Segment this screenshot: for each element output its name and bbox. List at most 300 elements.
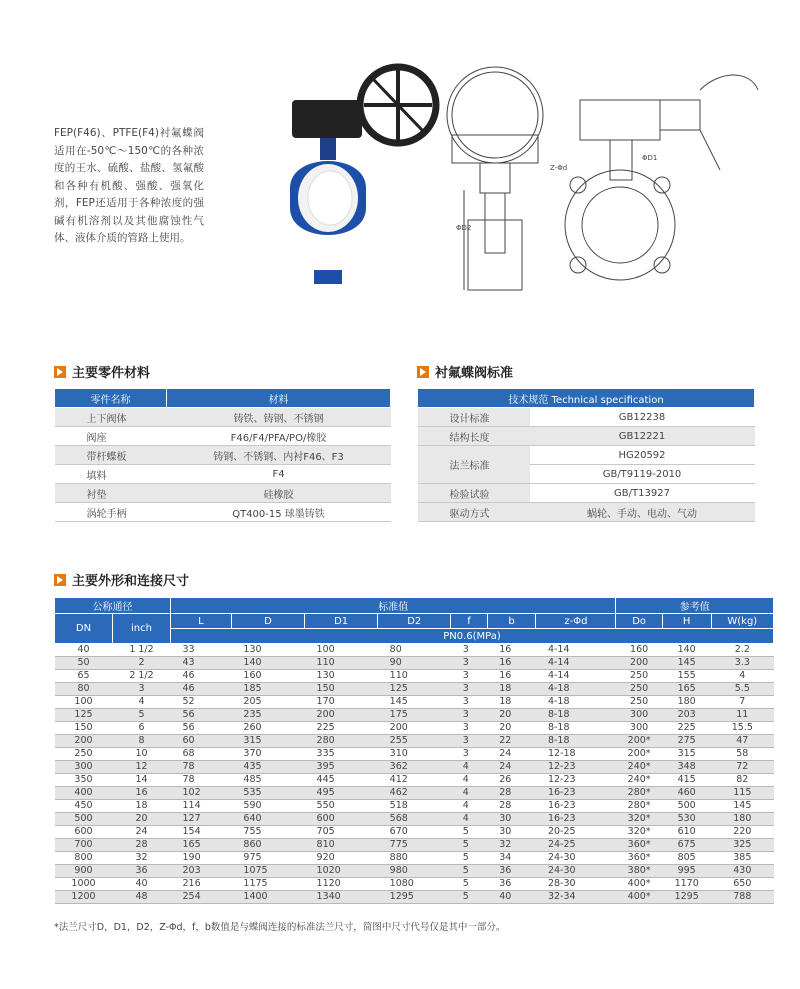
dim-cell: 975 [231, 852, 304, 865]
dim-cell: 40 [55, 644, 113, 657]
dim-cell: 805 [662, 852, 711, 865]
dim-cell: 530 [662, 813, 711, 826]
dim-cell: 240* [616, 774, 662, 787]
part-material: 铸铁、铸钢、不锈钢 [167, 408, 391, 427]
header-col: W(kg) [711, 614, 773, 629]
dim-cell: 1000 [55, 878, 113, 891]
dim-cell: 1080 [378, 878, 451, 891]
label-d1: ΦD1 [642, 154, 658, 162]
dim-cell: 900 [55, 865, 113, 878]
header-col: b [487, 614, 536, 629]
dim-cell: 114 [171, 800, 232, 813]
dim-cell: 2.2 [711, 644, 773, 657]
dim-cell: 1200 [55, 891, 113, 904]
table-row [55, 839, 774, 852]
dim-cell: 4-18 [536, 683, 616, 696]
dim-cell: 30 [487, 813, 536, 826]
dim-cell: 220 [711, 826, 773, 839]
dim-cell: 1400 [231, 891, 304, 904]
dim-cell: 200 [305, 709, 378, 722]
dim-cell: 445 [305, 774, 378, 787]
dim-cell: 755 [231, 826, 304, 839]
dim-cell: 190 [171, 852, 232, 865]
front-view-drawing [550, 75, 758, 280]
header-pressure: PN0.6(MPa) [171, 629, 774, 644]
dim-cell: 24 [487, 748, 536, 761]
header-material: 材料 [167, 389, 391, 408]
dim-cell: 22 [487, 735, 536, 748]
dim-cell: 15.5 [711, 722, 773, 735]
dim-cell: 46 [171, 670, 232, 683]
dim-cell: 1295 [378, 891, 451, 904]
dim-cell: 775 [378, 839, 451, 852]
dim-cell: 255 [378, 735, 451, 748]
header-col: L [171, 614, 232, 629]
dim-cell: 8-18 [536, 709, 616, 722]
dim-cell: 400 [55, 787, 113, 800]
dim-cell: 3.3 [711, 657, 773, 670]
dim-cell: 14 [113, 774, 171, 787]
dim-cell: 28-30 [536, 878, 616, 891]
dim-cell: 2 1/2 [113, 670, 171, 683]
table-row [55, 644, 774, 657]
dim-cell: 100 [305, 644, 378, 657]
dim-cell: 1175 [231, 878, 304, 891]
dim-cell: 675 [662, 839, 711, 852]
parts-table [54, 388, 391, 522]
dim-cell: 18 [487, 696, 536, 709]
parts-section-title: 主要零件材料 [54, 362, 150, 381]
table-row [55, 408, 391, 427]
table-row [55, 891, 774, 904]
dim-cell: 36 [487, 878, 536, 891]
dim-cell: 52 [171, 696, 232, 709]
dim-cell: 1340 [305, 891, 378, 904]
dim-cell: 130 [231, 644, 304, 657]
dim-cell: 110 [378, 670, 451, 683]
dim-cell: 16 [487, 657, 536, 670]
table-row [55, 670, 774, 683]
dim-cell: 203 [171, 865, 232, 878]
dim-cell: 860 [231, 839, 304, 852]
dim-cell: 20 [487, 709, 536, 722]
dim-cell: 46 [171, 683, 232, 696]
dim-cell: 700 [55, 839, 113, 852]
header-col: D2 [378, 614, 451, 629]
header-dn: DN [55, 614, 113, 644]
dim-cell: 260 [231, 722, 304, 735]
std-value: HG20592 [530, 446, 755, 465]
dim-cell: 58 [711, 748, 773, 761]
dim-cell: 47 [711, 735, 773, 748]
dim-cell: 32-34 [536, 891, 616, 904]
table-row [55, 722, 774, 735]
dim-cell: 1120 [305, 878, 378, 891]
dim-cell: 650 [711, 878, 773, 891]
dim-cell: 610 [662, 826, 711, 839]
dim-cell: 3 [451, 644, 487, 657]
dim-cell: 145 [378, 696, 451, 709]
part-name: 带杆蝶板 [55, 446, 167, 465]
table-row [55, 774, 774, 787]
dimensions-table [54, 597, 774, 904]
dim-cell: 350 [55, 774, 113, 787]
dim-cell: 200* [616, 748, 662, 761]
dim-cell: 180 [662, 696, 711, 709]
std-label: 检验试验 [418, 484, 530, 503]
dim-cell: 348 [662, 761, 711, 774]
dim-cell: 370 [231, 748, 304, 761]
dim-cell: 90 [378, 657, 451, 670]
part-material: 硅橡胶 [167, 484, 391, 503]
dim-cell: 640 [231, 813, 304, 826]
dim-cell: 5.5 [711, 683, 773, 696]
table-row [55, 446, 391, 465]
dim-cell: 200 [55, 735, 113, 748]
header-part-name: 零件名称 [55, 389, 167, 408]
header-col: f [451, 614, 487, 629]
std-label: 结构长度 [418, 427, 530, 446]
dim-cell: 920 [305, 852, 378, 865]
dim-cell: 4 [451, 787, 487, 800]
dim-cell: 450 [55, 800, 113, 813]
dim-cell: 82 [711, 774, 773, 787]
dim-cell: 130 [305, 670, 378, 683]
table-row [55, 787, 774, 800]
dim-cell: 4 [451, 800, 487, 813]
dim-cell: 3 [451, 670, 487, 683]
part-name: 上下阀体 [55, 408, 167, 427]
table-row [55, 657, 774, 670]
dim-cell: 12-18 [536, 748, 616, 761]
dim-cell: 145 [711, 800, 773, 813]
dim-cell: 5 [113, 709, 171, 722]
dim-cell: 535 [231, 787, 304, 800]
table-row [55, 826, 774, 839]
table-row [55, 735, 774, 748]
dim-cell: 275 [662, 735, 711, 748]
dim-cell: 3 [451, 748, 487, 761]
part-material: 铸钢、不锈钢、内衬F46、F3 [167, 446, 391, 465]
dim-cell: 412 [378, 774, 451, 787]
table-row [55, 709, 774, 722]
dim-cell: 235 [231, 709, 304, 722]
side-view-drawing [447, 67, 543, 290]
dim-cell: 1 1/2 [113, 644, 171, 657]
dim-cell: 395 [305, 761, 378, 774]
dim-cell: 16-23 [536, 800, 616, 813]
table-row [55, 427, 391, 446]
dim-cell: 72 [711, 761, 773, 774]
dim-cell: 250 [616, 670, 662, 683]
dim-cell: 3 [451, 696, 487, 709]
dim-cell: 78 [171, 774, 232, 787]
dim-cell: 40 [487, 891, 536, 904]
dim-cell: 280* [616, 800, 662, 813]
dim-cell: 165 [171, 839, 232, 852]
dim-cell: 8-18 [536, 735, 616, 748]
part-name: 填料 [55, 465, 167, 484]
dim-cell: 310 [378, 748, 451, 761]
dim-cell: 1170 [662, 878, 711, 891]
std-value: GB/T9119-2010 [530, 465, 755, 484]
dim-cell: 300 [55, 761, 113, 774]
table-row [55, 484, 391, 503]
dim-cell: 20-25 [536, 826, 616, 839]
dim-cell: 590 [231, 800, 304, 813]
dim-cell: 8-18 [536, 722, 616, 735]
part-material: QT400-15 球墨铸铁 [167, 503, 391, 522]
dim-cell: 203 [662, 709, 711, 722]
dim-cell: 36 [113, 865, 171, 878]
table-row [55, 465, 391, 484]
dim-cell: 200 [616, 657, 662, 670]
dim-cell: 16 [487, 644, 536, 657]
dim-cell: 1075 [231, 865, 304, 878]
dim-cell: 4 [451, 774, 487, 787]
dim-cell: 435 [231, 761, 304, 774]
dim-cell: 24 [487, 761, 536, 774]
dim-cell: 154 [171, 826, 232, 839]
dim-cell: 4 [711, 670, 773, 683]
dim-cell: 100 [55, 696, 113, 709]
dim-cell: 18 [487, 683, 536, 696]
dim-cell: 5 [451, 878, 487, 891]
dim-cell: 5 [451, 839, 487, 852]
dim-cell: 362 [378, 761, 451, 774]
dim-cell: 127 [171, 813, 232, 826]
dim-cell: 3 [451, 722, 487, 735]
dim-cell: 28 [487, 800, 536, 813]
dim-cell: 280 [305, 735, 378, 748]
std-value: GB/T13927 [530, 484, 755, 503]
dim-cell: 300 [616, 709, 662, 722]
dim-cell: 145 [662, 657, 711, 670]
dim-cell: 225 [305, 722, 378, 735]
dim-cell: 200 [378, 722, 451, 735]
intro-text: FEP(F46)、PTFE(F4)衬氟蝶阀适用在-50℃～150℃的各种浓度的王水、硫酸、盐酸、氢氟酸和各种有机酸、强酸、强氧化剂，FEP还适用于各种浓度的强碱有机溶剂以及其他腐蚀性气体、液体介质的管路上使用。 [54, 127, 204, 244]
header-col: D [231, 614, 304, 629]
dim-cell: 102 [171, 787, 232, 800]
std-label: 设计标准 [418, 408, 530, 427]
dim-cell: 6 [113, 722, 171, 735]
dim-cell: 880 [378, 852, 451, 865]
header-col: H [662, 614, 711, 629]
dim-cell: 40 [113, 878, 171, 891]
table-row [55, 683, 774, 696]
dim-cell: 3 [451, 735, 487, 748]
dim-cell: 800 [55, 852, 113, 865]
dim-cell: 65 [55, 670, 113, 683]
dim-cell: 385 [711, 852, 773, 865]
dim-cell: 48 [113, 891, 171, 904]
dim-cell: 16-23 [536, 813, 616, 826]
dim-cell: 240* [616, 761, 662, 774]
dim-cell: 125 [55, 709, 113, 722]
dim-cell: 518 [378, 800, 451, 813]
dim-cell: 33 [171, 644, 232, 657]
std-value: GB12221 [530, 427, 755, 446]
dim-cell: 216 [171, 878, 232, 891]
dim-cell: 16 [113, 787, 171, 800]
dim-cell: 1020 [305, 865, 378, 878]
dim-cell: 12-23 [536, 761, 616, 774]
header-col: Do [616, 614, 662, 629]
dim-cell: 810 [305, 839, 378, 852]
part-name: 阀座 [55, 427, 167, 446]
dim-cell: 20 [113, 813, 171, 826]
product-figures [280, 60, 770, 300]
dim-cell: 315 [231, 735, 304, 748]
dim-cell: 4 [451, 813, 487, 826]
dim-cell: 788 [711, 891, 773, 904]
dim-cell: 4-14 [536, 670, 616, 683]
table-row [55, 865, 774, 878]
dim-cell: 600 [55, 826, 113, 839]
header-reference: 参考值 [616, 598, 774, 614]
dim-cell: 5 [451, 865, 487, 878]
label-zd: Z-Φd [550, 164, 568, 172]
dim-cell: 4 [451, 761, 487, 774]
dim-cell: 360* [616, 852, 662, 865]
dim-cell: 185 [231, 683, 304, 696]
dim-cell: 568 [378, 813, 451, 826]
dim-cell: 32 [113, 852, 171, 865]
standard-table [417, 388, 755, 522]
dim-cell: 430 [711, 865, 773, 878]
part-name: 衬垫 [55, 484, 167, 503]
dim-cell: 250 [616, 683, 662, 696]
dim-cell: 78 [171, 761, 232, 774]
dim-cell: 495 [305, 787, 378, 800]
dim-cell: 550 [305, 800, 378, 813]
arrow-icon [54, 574, 66, 586]
header-col: D1 [305, 614, 378, 629]
dim-cell: 325 [711, 839, 773, 852]
dim-cell: 28 [113, 839, 171, 852]
dim-cell: 56 [171, 709, 232, 722]
dim-cell: 24 [113, 826, 171, 839]
std-value: GB12238 [530, 408, 755, 427]
dim-cell: 8 [113, 735, 171, 748]
arrow-icon [417, 366, 429, 378]
dim-cell: 80 [55, 683, 113, 696]
dim-cell: 400* [616, 891, 662, 904]
dim-cell: 12 [113, 761, 171, 774]
dim-cell: 24-25 [536, 839, 616, 852]
dim-cell: 11 [711, 709, 773, 722]
dim-cell: 165 [662, 683, 711, 696]
dim-cell: 12-23 [536, 774, 616, 787]
dim-cell: 1295 [662, 891, 711, 904]
footnote: *法兰尺寸D，D1，D2，Z-Φd，f，b数值是与蝶阀连接的标准法兰尺寸，简图中尺寸代号仅是其中一部分。 [54, 922, 506, 933]
std-label: 驱动方式 [418, 503, 530, 522]
dim-cell: 28 [487, 787, 536, 800]
dim-cell: 125 [378, 683, 451, 696]
dim-cell: 160 [231, 670, 304, 683]
dims-section-title: 主要外形和连接尺寸 [54, 570, 189, 589]
table-row [55, 748, 774, 761]
dim-cell: 7 [711, 696, 773, 709]
standard-section-title: 衬氟蝶阀标准 [417, 362, 513, 381]
dim-cell: 5 [451, 891, 487, 904]
dim-cell: 26 [487, 774, 536, 787]
dim-cell: 3 [451, 657, 487, 670]
dim-cell: 60 [171, 735, 232, 748]
dim-cell: 225 [662, 722, 711, 735]
dim-cell: 115 [711, 787, 773, 800]
dim-cell: 180 [711, 813, 773, 826]
dim-cell: 5 [451, 852, 487, 865]
dim-cell: 175 [378, 709, 451, 722]
dim-cell: 3 [451, 709, 487, 722]
dim-cell: 600 [305, 813, 378, 826]
label-d2: ΦD2 [456, 224, 472, 232]
dim-cell: 4-14 [536, 657, 616, 670]
dim-cell: 155 [662, 670, 711, 683]
dim-cell: 4-14 [536, 644, 616, 657]
dim-cell: 24-30 [536, 865, 616, 878]
dim-cell: 68 [171, 748, 232, 761]
dim-cell: 300 [616, 722, 662, 735]
dim-cell: 4-18 [536, 696, 616, 709]
dim-cell: 415 [662, 774, 711, 787]
dim-cell: 320* [616, 826, 662, 839]
dim-cell: 3 [113, 683, 171, 696]
dim-cell: 34 [487, 852, 536, 865]
dim-cell: 250 [55, 748, 113, 761]
dim-cell: 315 [662, 748, 711, 761]
table-row [55, 503, 391, 522]
header-standard: 标准值 [171, 598, 616, 614]
header-col: z-Φd [536, 614, 616, 629]
valve-photo [290, 67, 436, 284]
dim-cell: 5 [451, 826, 487, 839]
dim-cell: 670 [378, 826, 451, 839]
dim-cell: 18 [113, 800, 171, 813]
table-row [55, 696, 774, 709]
table-row [55, 800, 774, 813]
dim-cell: 20 [487, 722, 536, 735]
dim-cell: 254 [171, 891, 232, 904]
dim-cell: 50 [55, 657, 113, 670]
std-label: 法兰标准 [418, 446, 530, 484]
dim-cell: 462 [378, 787, 451, 800]
dim-cell: 705 [305, 826, 378, 839]
dim-cell: 4 [113, 696, 171, 709]
dim-cell: 160 [616, 644, 662, 657]
dim-cell: 335 [305, 748, 378, 761]
dim-cell: 500 [662, 800, 711, 813]
header-nominal: 公称通径 [55, 598, 171, 614]
dim-cell: 460 [662, 787, 711, 800]
dim-cell: 10 [113, 748, 171, 761]
dim-cell: 140 [231, 657, 304, 670]
dim-cell: 32 [487, 839, 536, 852]
dim-cell: 320* [616, 813, 662, 826]
part-material: F4 [167, 465, 391, 484]
dim-cell: 80 [378, 644, 451, 657]
table-row [55, 852, 774, 865]
dim-cell: 360* [616, 839, 662, 852]
part-name: 涡轮手柄 [55, 503, 167, 522]
dim-cell: 485 [231, 774, 304, 787]
header-tech-spec: 技术规范 Technical specification [418, 389, 755, 408]
dim-cell: 43 [171, 657, 232, 670]
dim-cell: 170 [305, 696, 378, 709]
dim-cell: 280* [616, 787, 662, 800]
dim-cell: 56 [171, 722, 232, 735]
